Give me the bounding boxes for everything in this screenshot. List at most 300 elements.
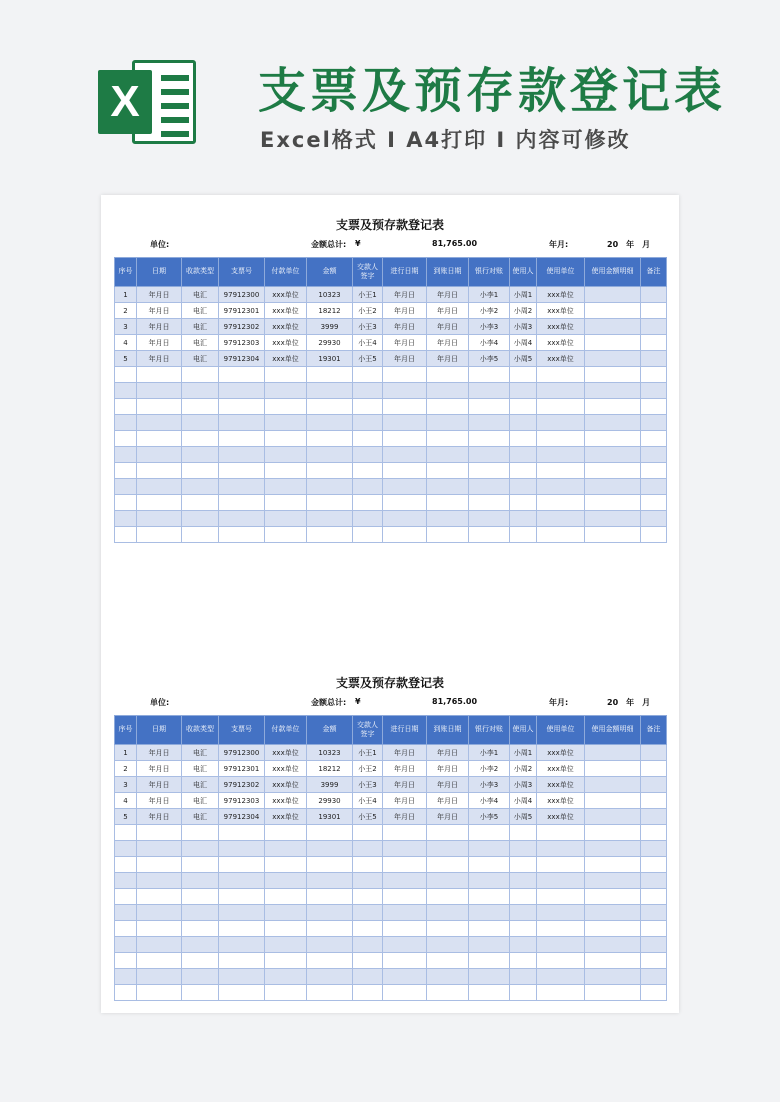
table-cell[interactable] (469, 969, 510, 985)
table-cell[interactable] (137, 367, 182, 383)
table-cell[interactable] (585, 367, 641, 383)
table-cell[interactable] (585, 777, 641, 793)
table-cell[interactable] (353, 905, 383, 921)
table-cell[interactable] (265, 383, 307, 399)
table-cell[interactable] (307, 857, 353, 873)
table-cell[interactable] (265, 889, 307, 905)
table-cell[interactable] (641, 921, 667, 937)
table-cell[interactable] (353, 527, 383, 543)
table-cell[interactable] (353, 969, 383, 985)
table-cell[interactable] (307, 511, 353, 527)
table-cell[interactable] (265, 367, 307, 383)
table-cell[interactable]: 小王2 (353, 303, 383, 319)
table-cell[interactable]: 3999 (307, 777, 353, 793)
table-cell[interactable]: 小周5 (510, 809, 537, 825)
table-cell[interactable] (265, 447, 307, 463)
table-cell[interactable] (641, 873, 667, 889)
table-cell[interactable] (137, 841, 182, 857)
table-cell[interactable] (427, 511, 469, 527)
table-cell[interactable] (182, 415, 219, 431)
table-cell[interactable] (115, 937, 137, 953)
table-cell[interactable] (182, 905, 219, 921)
table-cell[interactable]: 年月日 (137, 809, 182, 825)
table-cell[interactable] (585, 905, 641, 921)
table-cell[interactable] (427, 399, 469, 415)
table-cell[interactable]: 97912304 (219, 809, 265, 825)
table-cell[interactable] (219, 969, 265, 985)
table-cell[interactable] (265, 937, 307, 953)
table-cell[interactable] (469, 447, 510, 463)
table-cell[interactable] (427, 873, 469, 889)
table-cell[interactable] (383, 937, 427, 953)
table-cell[interactable] (137, 905, 182, 921)
table-cell[interactable] (353, 921, 383, 937)
table-cell[interactable] (427, 889, 469, 905)
table-cell[interactable] (427, 937, 469, 953)
table-cell[interactable] (219, 873, 265, 889)
table-cell[interactable] (307, 367, 353, 383)
table-cell[interactable]: 电汇 (182, 351, 219, 367)
table-cell[interactable] (510, 431, 537, 447)
table-cell[interactable] (427, 905, 469, 921)
table-cell[interactable] (383, 527, 427, 543)
table-cell[interactable] (641, 479, 667, 495)
table-cell[interactable] (469, 463, 510, 479)
table-cell[interactable] (510, 937, 537, 953)
table-cell[interactable] (427, 969, 469, 985)
table-cell[interactable] (427, 985, 469, 1001)
table-cell[interactable] (182, 367, 219, 383)
table-cell[interactable]: 年月日 (427, 319, 469, 335)
table-cell[interactable] (585, 809, 641, 825)
table-cell[interactable] (137, 511, 182, 527)
table-cell[interactable]: xxx单位 (265, 287, 307, 303)
table-cell[interactable] (182, 511, 219, 527)
table-cell[interactable]: 年月日 (427, 335, 469, 351)
table-cell[interactable]: 小周3 (510, 777, 537, 793)
table-cell[interactable] (641, 415, 667, 431)
table-cell[interactable]: xxx单位 (537, 287, 585, 303)
table-cell[interactable] (182, 857, 219, 873)
table-cell[interactable] (469, 825, 510, 841)
table-cell[interactable]: 3999 (307, 319, 353, 335)
table-cell[interactable]: 年月日 (427, 777, 469, 793)
table-cell[interactable] (585, 319, 641, 335)
table-cell[interactable] (115, 399, 137, 415)
table-cell[interactable] (537, 367, 585, 383)
table-cell[interactable] (537, 937, 585, 953)
table-cell[interactable] (537, 383, 585, 399)
table-cell[interactable] (641, 287, 667, 303)
table-cell[interactable] (641, 745, 667, 761)
table-cell[interactable] (182, 825, 219, 841)
table-cell[interactable] (265, 857, 307, 873)
table-cell[interactable] (219, 985, 265, 1001)
table-cell[interactable] (137, 857, 182, 873)
table-cell[interactable] (115, 873, 137, 889)
table-cell[interactable] (585, 383, 641, 399)
table-cell[interactable] (641, 399, 667, 415)
table-cell[interactable] (137, 495, 182, 511)
table-cell[interactable]: 年月日 (383, 793, 427, 809)
table-cell[interactable] (641, 969, 667, 985)
table-cell[interactable] (265, 527, 307, 543)
table-cell[interactable] (307, 969, 353, 985)
table-cell[interactable] (510, 511, 537, 527)
table-cell[interactable] (427, 367, 469, 383)
table-cell[interactable]: 97912302 (219, 777, 265, 793)
table-cell[interactable] (641, 335, 667, 351)
table-cell[interactable] (641, 793, 667, 809)
table-cell[interactable] (137, 479, 182, 495)
table-cell[interactable] (265, 479, 307, 495)
table-cell[interactable] (585, 495, 641, 511)
table-cell[interactable] (182, 921, 219, 937)
table-cell[interactable] (353, 463, 383, 479)
table-cell[interactable]: 小王5 (353, 351, 383, 367)
table-cell[interactable] (115, 367, 137, 383)
table-cell[interactable] (137, 921, 182, 937)
table-cell[interactable] (427, 415, 469, 431)
table-cell[interactable]: 小李2 (469, 761, 510, 777)
table-cell[interactable] (353, 873, 383, 889)
table-cell[interactable]: 年月日 (137, 335, 182, 351)
table-cell[interactable] (307, 921, 353, 937)
table-cell[interactable] (585, 889, 641, 905)
table-cell[interactable] (115, 857, 137, 873)
table-cell[interactable]: 97912301 (219, 761, 265, 777)
table-cell[interactable] (219, 889, 265, 905)
table-cell[interactable] (137, 447, 182, 463)
table-cell[interactable] (469, 479, 510, 495)
table-cell[interactable] (182, 383, 219, 399)
table-cell[interactable] (265, 431, 307, 447)
table-cell[interactable]: 年月日 (427, 351, 469, 367)
table-cell[interactable] (427, 527, 469, 543)
table-cell[interactable]: 年月日 (427, 303, 469, 319)
table-cell[interactable]: 29930 (307, 793, 353, 809)
table-cell[interactable] (585, 937, 641, 953)
table-cell[interactable] (353, 889, 383, 905)
table-cell[interactable]: 年月日 (383, 319, 427, 335)
table-cell[interactable] (585, 335, 641, 351)
table-cell[interactable] (115, 527, 137, 543)
table-cell[interactable] (353, 431, 383, 447)
table-cell[interactable] (537, 527, 585, 543)
table-cell[interactable] (469, 985, 510, 1001)
table-cell[interactable]: xxx单位 (265, 809, 307, 825)
table-cell[interactable] (585, 953, 641, 969)
table-cell[interactable] (219, 479, 265, 495)
table-cell[interactable] (469, 495, 510, 511)
table-cell[interactable] (307, 447, 353, 463)
table-cell[interactable]: 电汇 (182, 777, 219, 793)
table-cell[interactable] (137, 415, 182, 431)
table-cell[interactable]: 10323 (307, 745, 353, 761)
table-cell[interactable] (537, 921, 585, 937)
table-cell[interactable] (115, 415, 137, 431)
table-cell[interactable] (383, 985, 427, 1001)
table-cell[interactable] (219, 527, 265, 543)
table-cell[interactable] (182, 953, 219, 969)
table-cell[interactable] (353, 415, 383, 431)
table-cell[interactable] (182, 463, 219, 479)
table-cell[interactable]: 小周3 (510, 319, 537, 335)
table-cell[interactable] (115, 953, 137, 969)
table-cell[interactable] (265, 953, 307, 969)
table-cell[interactable] (137, 889, 182, 905)
table-cell[interactable]: 年月日 (427, 287, 469, 303)
table-cell[interactable]: 97912300 (219, 287, 265, 303)
table-cell[interactable] (353, 399, 383, 415)
table-cell[interactable]: 小李5 (469, 351, 510, 367)
table-cell[interactable] (641, 905, 667, 921)
table-cell[interactable] (427, 431, 469, 447)
table-cell[interactable] (585, 761, 641, 777)
table-cell[interactable] (265, 415, 307, 431)
table-cell[interactable]: 小周5 (510, 351, 537, 367)
table-cell[interactable] (585, 415, 641, 431)
table-cell[interactable] (510, 367, 537, 383)
table-cell[interactable] (219, 857, 265, 873)
table-cell[interactable] (219, 431, 265, 447)
table-cell[interactable]: 小王4 (353, 335, 383, 351)
table-cell[interactable] (383, 431, 427, 447)
table-cell[interactable] (510, 905, 537, 921)
table-cell[interactable] (307, 873, 353, 889)
table-cell[interactable] (537, 857, 585, 873)
table-cell[interactable]: 小王2 (353, 761, 383, 777)
table-cell[interactable] (353, 495, 383, 511)
table-cell[interactable]: 97912304 (219, 351, 265, 367)
table-cell[interactable] (307, 479, 353, 495)
table-cell[interactable] (307, 415, 353, 431)
table-cell[interactable] (585, 969, 641, 985)
table-cell[interactable] (641, 511, 667, 527)
table-cell[interactable]: 电汇 (182, 319, 219, 335)
table-cell[interactable] (383, 905, 427, 921)
table-cell[interactable] (182, 495, 219, 511)
table-cell[interactable] (307, 495, 353, 511)
table-cell[interactable]: 4 (115, 335, 137, 351)
table-cell[interactable] (115, 431, 137, 447)
table-cell[interactable] (641, 431, 667, 447)
table-cell[interactable]: 年月日 (427, 761, 469, 777)
table-cell[interactable] (641, 319, 667, 335)
table-cell[interactable] (427, 825, 469, 841)
table-cell[interactable]: xxx单位 (537, 303, 585, 319)
table-cell[interactable]: 年月日 (383, 809, 427, 825)
table-cell[interactable] (307, 985, 353, 1001)
table-cell[interactable] (427, 383, 469, 399)
table-cell[interactable] (469, 953, 510, 969)
table-cell[interactable] (641, 809, 667, 825)
table-cell[interactable] (182, 969, 219, 985)
table-cell[interactable]: 年月日 (427, 809, 469, 825)
table-cell[interactable] (383, 495, 427, 511)
table-cell[interactable] (219, 841, 265, 857)
table-cell[interactable] (383, 511, 427, 527)
table-cell[interactable] (585, 351, 641, 367)
table-cell[interactable] (137, 383, 182, 399)
table-cell[interactable] (307, 937, 353, 953)
table-cell[interactable] (182, 447, 219, 463)
table-cell[interactable]: 1 (115, 745, 137, 761)
table-cell[interactable] (115, 495, 137, 511)
table-cell[interactable] (537, 463, 585, 479)
table-cell[interactable] (353, 841, 383, 857)
table-cell[interactable]: 小王3 (353, 319, 383, 335)
table-cell[interactable] (585, 985, 641, 1001)
table-cell[interactable] (537, 985, 585, 1001)
table-cell[interactable] (353, 953, 383, 969)
table-cell[interactable] (219, 953, 265, 969)
table-cell[interactable]: 小周1 (510, 287, 537, 303)
table-cell[interactable] (115, 985, 137, 1001)
table-cell[interactable] (510, 399, 537, 415)
table-cell[interactable] (585, 431, 641, 447)
table-cell[interactable] (641, 463, 667, 479)
table-cell[interactable]: 5 (115, 809, 137, 825)
table-cell[interactable]: 电汇 (182, 793, 219, 809)
table-cell[interactable] (353, 383, 383, 399)
table-cell[interactable] (469, 367, 510, 383)
table-cell[interactable] (115, 841, 137, 857)
table-cell[interactable] (585, 463, 641, 479)
table-cell[interactable] (537, 495, 585, 511)
table-cell[interactable]: 年月日 (383, 351, 427, 367)
table-cell[interactable] (307, 383, 353, 399)
table-cell[interactable]: 3 (115, 777, 137, 793)
table-cell[interactable] (427, 857, 469, 873)
table-cell[interactable]: 小周4 (510, 793, 537, 809)
table-cell[interactable] (585, 841, 641, 857)
table-cell[interactable] (383, 921, 427, 937)
table-cell[interactable] (469, 937, 510, 953)
table-cell[interactable]: xxx单位 (537, 319, 585, 335)
table-cell[interactable] (510, 921, 537, 937)
table-cell[interactable] (537, 841, 585, 857)
table-cell[interactable] (427, 479, 469, 495)
table-cell[interactable] (115, 921, 137, 937)
table-cell[interactable] (537, 511, 585, 527)
table-cell[interactable] (469, 873, 510, 889)
table-cell[interactable] (641, 495, 667, 511)
table-cell[interactable] (383, 857, 427, 873)
table-cell[interactable]: 小王4 (353, 793, 383, 809)
table-cell[interactable]: 年月日 (383, 777, 427, 793)
table-cell[interactable] (641, 841, 667, 857)
table-cell[interactable]: 电汇 (182, 745, 219, 761)
table-cell[interactable]: 小李1 (469, 745, 510, 761)
table-cell[interactable]: 小王1 (353, 745, 383, 761)
table-cell[interactable]: 小李4 (469, 335, 510, 351)
table-cell[interactable] (307, 889, 353, 905)
table-cell[interactable] (182, 985, 219, 1001)
table-cell[interactable] (585, 793, 641, 809)
table-cell[interactable] (510, 495, 537, 511)
table-cell[interactable]: xxx单位 (537, 761, 585, 777)
table-cell[interactable] (137, 985, 182, 1001)
table-cell[interactable]: xxx单位 (265, 793, 307, 809)
table-cell[interactable] (265, 841, 307, 857)
table-cell[interactable] (641, 985, 667, 1001)
table-cell[interactable] (383, 479, 427, 495)
table-cell[interactable]: 小李2 (469, 303, 510, 319)
table-cell[interactable] (469, 921, 510, 937)
table-cell[interactable] (137, 953, 182, 969)
table-cell[interactable] (537, 447, 585, 463)
table-cell[interactable] (510, 985, 537, 1001)
table-cell[interactable]: 小李5 (469, 809, 510, 825)
table-cell[interactable] (115, 825, 137, 841)
table-cell[interactable] (353, 367, 383, 383)
table-cell[interactable]: 电汇 (182, 287, 219, 303)
table-cell[interactable] (182, 841, 219, 857)
table-cell[interactable] (137, 527, 182, 543)
table-cell[interactable]: 5 (115, 351, 137, 367)
table-cell[interactable]: xxx单位 (265, 777, 307, 793)
table-cell[interactable]: 年月日 (427, 745, 469, 761)
table-cell[interactable] (182, 937, 219, 953)
table-cell[interactable] (219, 495, 265, 511)
table-cell[interactable]: 小李4 (469, 793, 510, 809)
table-cell[interactable] (137, 431, 182, 447)
table-cell[interactable] (219, 415, 265, 431)
table-cell[interactable]: 19301 (307, 351, 353, 367)
table-cell[interactable] (182, 399, 219, 415)
table-cell[interactable] (182, 479, 219, 495)
table-cell[interactable]: 小王5 (353, 809, 383, 825)
table-cell[interactable] (265, 921, 307, 937)
table-cell[interactable]: xxx单位 (537, 809, 585, 825)
table-cell[interactable] (585, 511, 641, 527)
table-cell[interactable] (219, 825, 265, 841)
table-cell[interactable] (469, 527, 510, 543)
table-cell[interactable] (115, 463, 137, 479)
table-cell[interactable] (353, 511, 383, 527)
table-cell[interactable] (641, 937, 667, 953)
table-cell[interactable]: 18212 (307, 761, 353, 777)
table-cell[interactable] (641, 889, 667, 905)
table-cell[interactable] (265, 399, 307, 415)
table-cell[interactable] (427, 921, 469, 937)
table-cell[interactable]: 10323 (307, 287, 353, 303)
table-cell[interactable]: xxx单位 (537, 351, 585, 367)
table-cell[interactable] (510, 825, 537, 841)
table-cell[interactable] (182, 873, 219, 889)
table-cell[interactable] (537, 399, 585, 415)
table-cell[interactable]: 年月日 (137, 793, 182, 809)
table-cell[interactable] (353, 825, 383, 841)
table-cell[interactable]: 年月日 (137, 761, 182, 777)
table-cell[interactable]: 29930 (307, 335, 353, 351)
table-cell[interactable]: 年月日 (137, 287, 182, 303)
table-cell[interactable] (641, 303, 667, 319)
table-cell[interactable]: 年月日 (427, 793, 469, 809)
table-cell[interactable] (137, 825, 182, 841)
table-cell[interactable] (469, 889, 510, 905)
table-cell[interactable] (353, 857, 383, 873)
table-cell[interactable] (307, 953, 353, 969)
table-cell[interactable] (383, 969, 427, 985)
table-cell[interactable]: 97912301 (219, 303, 265, 319)
table-cell[interactable] (383, 383, 427, 399)
table-cell[interactable] (427, 463, 469, 479)
table-cell[interactable]: 年月日 (137, 777, 182, 793)
table-cell[interactable] (265, 825, 307, 841)
table-cell[interactable] (219, 383, 265, 399)
